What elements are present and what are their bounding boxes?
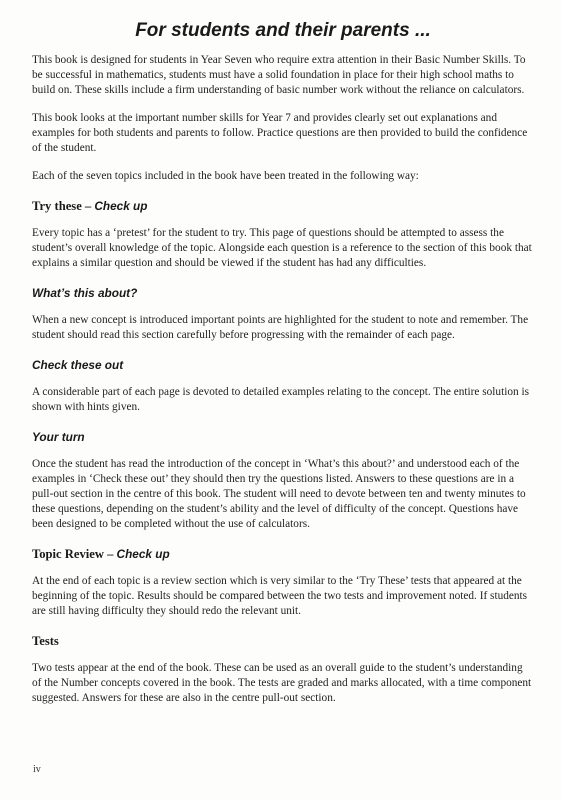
section-your-turn-body: Once the student has read the introduction of the concept in ‘What’s this about?’ and understood each of the examples in ‘Check these out’ they should then try the questions listed. Answers to these questions are in a pull-out section in the centre of this book. The student will need to devote between ten and twenty minutes to these questions, depending on the student’s ability and the level of difficulty of the concept. Questions have been designed to be completed without the use of calculators. <box>32 458 526 530</box>
heading-try-these <box>32 198 534 214</box>
heading-topic-review-main: Topic Review – <box>32 547 117 561</box>
heading-try-these-italic: Check up <box>94 199 148 213</box>
heading-topic-review-italic: Check up <box>116 547 170 561</box>
intro-paragraph-2: This book looks at the important number skills for Year 7 and provides clearly set out explanations and examples for both students and parents to follow. Practice questions are then provided to build the confidence of the student. <box>32 112 528 154</box>
heading-try-these-main: Try these – <box>32 199 95 213</box>
intro-paragraph-1: This book is designed for students in Year Seven who require extra attention in their Basic Number Skills. To be successful in mathematics, students must have a solid foundation in place for their high school maths to build on. These skills include a firm understanding of basic number work without the reliance on calculators. <box>32 54 526 96</box>
section-check-these-out-body: A considerable part of each page is devoted to detailed examples relating to the concept. The entire solution is shown with hints given. <box>32 386 530 413</box>
heading-tests: Tests <box>32 634 59 648</box>
heading-check-these-out: Check these out <box>32 358 124 372</box>
section-topic-review-body: At the end of each topic is a review section which is very similar to the ‘Try These’ tests that appeared at the beginning of the topic. Results should be compared between the two tests and improvement noted. If students are still having difficulty they should redo the relevant unit. <box>32 575 528 617</box>
page-number: iv <box>33 764 41 775</box>
heading-your-turn: Your turn <box>32 430 85 444</box>
section-try-these-body: Every topic has a ‘pretest’ for the student to try. This page of questions should be attempted to assess the student’s overall knowledge of the topic. Alongside each question is a reference to the section of this book that explains a similar question and should be viewed if the student has had any difficulties. <box>32 227 532 269</box>
section-whats-this-about-body: When a new concept is introduced important points are highlighted for the student to note and remember. The student should read this section carefully before progressing with the remainder of each page. <box>32 314 529 341</box>
heading-topic-review <box>32 546 534 562</box>
page-title: For students and their parents ... <box>135 20 431 41</box>
section-tests-body: Two tests appear at the end of the book. These can be used as an overall guide to the student’s understanding of the Number concepts covered in the book. The tests are graded and marks allocated, with a time component suggested. Answers for these are also in the centre pull-out section. <box>32 662 532 704</box>
heading-whats-this-about: What’s this about? <box>32 286 138 300</box>
intro-paragraph-3: Each of the seven topics included in the book have been treated in the following way: <box>32 170 419 182</box>
